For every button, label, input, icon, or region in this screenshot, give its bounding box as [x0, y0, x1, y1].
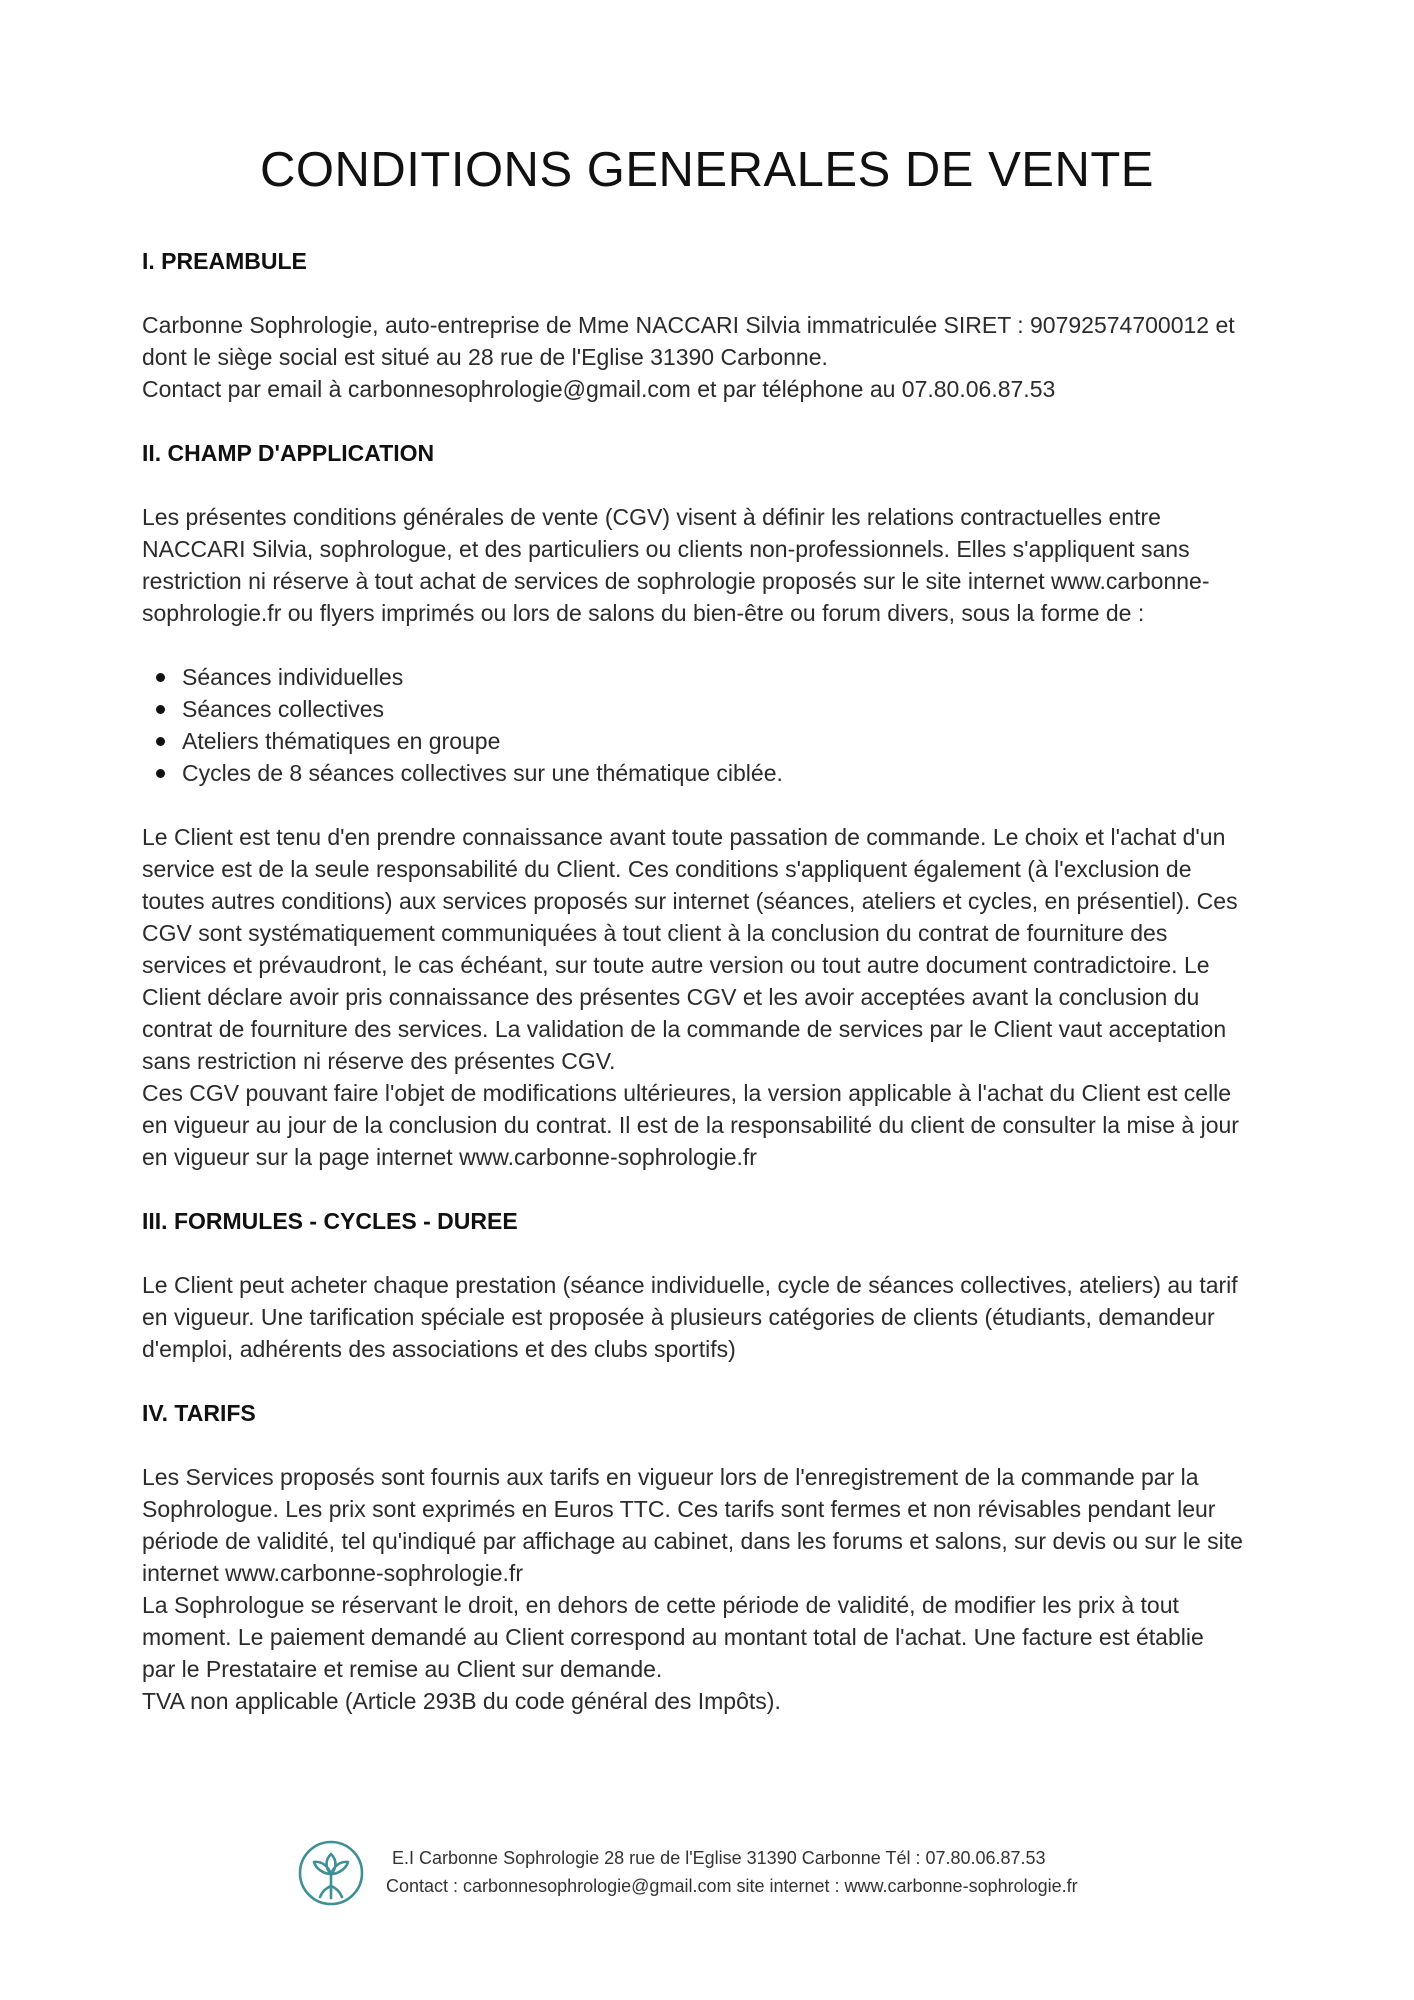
text-line: d'emploi, adhérents des associations et des clubs sportifs)	[142, 1336, 736, 1362]
spacer	[142, 277, 1302, 309]
spacer	[142, 1365, 1302, 1397]
text-line: dont le siège social est situé au 28 rue de l'Eglise 31390 Carbonne.	[142, 344, 828, 370]
text-line: par le Prestataire et remise au Client sur demande.	[142, 1656, 663, 1682]
section-heading-tarifs: IV. TARIFS	[142, 1400, 256, 1426]
section-heading-champ-application: II. CHAMP D'APPLICATION	[142, 440, 435, 466]
footer-address: E.I Carbonne Sophrologie 28 rue de l'Eglise 31390 Carbonne Tél : 07.80.06.87.53	[392, 1848, 1046, 1868]
text-line: contrat de fourniture des services. La validation de la commande de services par le Client vaut acceptation	[142, 1016, 1227, 1042]
section-heading-formules: III. FORMULES - CYCLES - DUREE	[142, 1208, 518, 1234]
text-line: La Sophrologue se réservant le droit, en dehors de cette période de validité, de modifier les prix à tout	[142, 1592, 1179, 1618]
list-item	[182, 725, 1302, 757]
preambule-paragraph	[142, 309, 1302, 405]
spacer	[142, 1237, 1302, 1269]
text-line: CGV sont systématiquement communiquées à tout client à la conclusion du contrat de fourniture des	[142, 920, 1168, 946]
list-item-label: Cycles de 8 séances collectives sur une thématique ciblée.	[182, 760, 783, 786]
list-item	[182, 757, 1302, 789]
text-line: TVA non applicable (Article 293B du code général des Impôts).	[142, 1688, 781, 1714]
spacer	[142, 405, 1302, 437]
text-line: Client déclare avoir pris connaissance des présentes CGV et les avoir acceptées avant la conclusion du	[142, 984, 1200, 1010]
champ-intro-paragraph	[142, 501, 1302, 629]
list-item	[182, 693, 1302, 725]
text-line: Les Services proposés sont fournis aux tarifs en vigueur lors de l'enregistrement de la commande par la	[142, 1464, 1199, 1490]
text-line: restriction ni réserve à tout achat de services de sophrologie proposés sur le site internet www.carbonne-	[142, 568, 1210, 594]
spacer	[142, 469, 1302, 501]
spacer	[142, 1429, 1302, 1461]
champ-body-paragraph	[142, 821, 1302, 1173]
document-body	[142, 245, 1302, 1717]
spacer	[142, 789, 1302, 821]
text-line: en vigueur sur la page internet www.carbonne-sophrologie.fr	[142, 1144, 757, 1170]
page-title: CONDITIONS GENERALES DE VENTE	[260, 143, 1154, 197]
text-line: Le Client est tenu d'en prendre connaissance avant toute passation de commande. Le choix et l'achat d'un	[142, 824, 1226, 850]
footer-contact: Contact : carbonnesophrologie@gmail.com site internet : www.carbonne-sophrologie.fr	[386, 1876, 1078, 1896]
page-footer	[296, 1838, 1176, 1918]
list-item-label: Ateliers thématiques en groupe	[182, 728, 501, 754]
text-line: en vigueur au jour de la conclusion du contrat. Il est de la responsabilité du client de consulter la mise à jour	[142, 1112, 1239, 1138]
text-line: Contact par email à carbonnesophrologie@gmail.com et par téléphone au 07.80.06.87.53	[142, 376, 1056, 402]
bullet-icon	[156, 673, 165, 682]
lotus-logo-icon	[296, 1838, 366, 1908]
bullet-icon	[156, 769, 165, 778]
text-line: service est de la seule responsabilité du Client. Ces conditions s'appliquent également (à l'exclusion de	[142, 856, 1192, 882]
text-line: Ces CGV pouvant faire l'objet de modifications ultérieures, la version applicable à l'achat du Client est celle	[142, 1080, 1232, 1106]
text-line: Sophrologue. Les prix sont exprimés en Euros TTC. Ces tarifs sont fermes et non révisables pendant leur	[142, 1496, 1216, 1522]
text-line: Les présentes conditions générales de vente (CGV) visent à définir les relations contractuelles entre	[142, 504, 1161, 530]
text-line: internet www.carbonne-sophrologie.fr	[142, 1560, 523, 1586]
text-line: période de validité, tel qu'indiqué par affichage au cabinet, dans les forums et salons, sur devis ou sur le site	[142, 1528, 1243, 1554]
list-item-label: Séances individuelles	[182, 664, 404, 690]
text-line: moment. Le paiement demandé au Client correspond au montant total de l'achat. Une facture est établie	[142, 1624, 1204, 1650]
text-line: sophrologie.fr ou flyers imprimés ou lors de salons du bien-être ou forum divers, sous la forme de :	[142, 600, 1145, 626]
services-list	[142, 661, 1302, 789]
text-line: sans restriction ni réserve des présentes CGV.	[142, 1048, 616, 1074]
list-item	[182, 661, 1302, 693]
text-line: Carbonne Sophrologie, auto-entreprise de Mme NACCARI Silvia immatriculée SIRET : 90792574700012 et	[142, 312, 1235, 338]
text-line: services et prévaudront, le cas échéant, sur toute autre version ou tout autre document contradictoire. Le	[142, 952, 1210, 978]
formules-paragraph	[142, 1269, 1302, 1365]
tarifs-paragraph	[142, 1461, 1302, 1717]
footer-text	[386, 1844, 1186, 1900]
text-line: toutes autres conditions) aux services proposés sur internet (séances, ateliers et cycles, en présentiel). Ces	[142, 888, 1238, 914]
text-line: NACCARI Silvia, sophrologue, et des particuliers ou clients non-professionnels. Elles s'appliquent sans	[142, 536, 1190, 562]
list-item-label: Séances collectives	[182, 696, 384, 722]
spacer	[142, 629, 1302, 661]
text-line: Le Client peut acheter chaque prestation (séance individuelle, cycle de séances collectives, ateliers) au tarif	[142, 1272, 1238, 1298]
bullet-icon	[156, 737, 165, 746]
bullet-icon	[156, 705, 165, 714]
section-heading-preambule: I. PREAMBULE	[142, 248, 307, 274]
text-line: en vigueur. Une tarification spéciale est proposée à plusieurs catégories de clients (étudiants, demandeur	[142, 1304, 1215, 1330]
spacer	[142, 1173, 1302, 1205]
